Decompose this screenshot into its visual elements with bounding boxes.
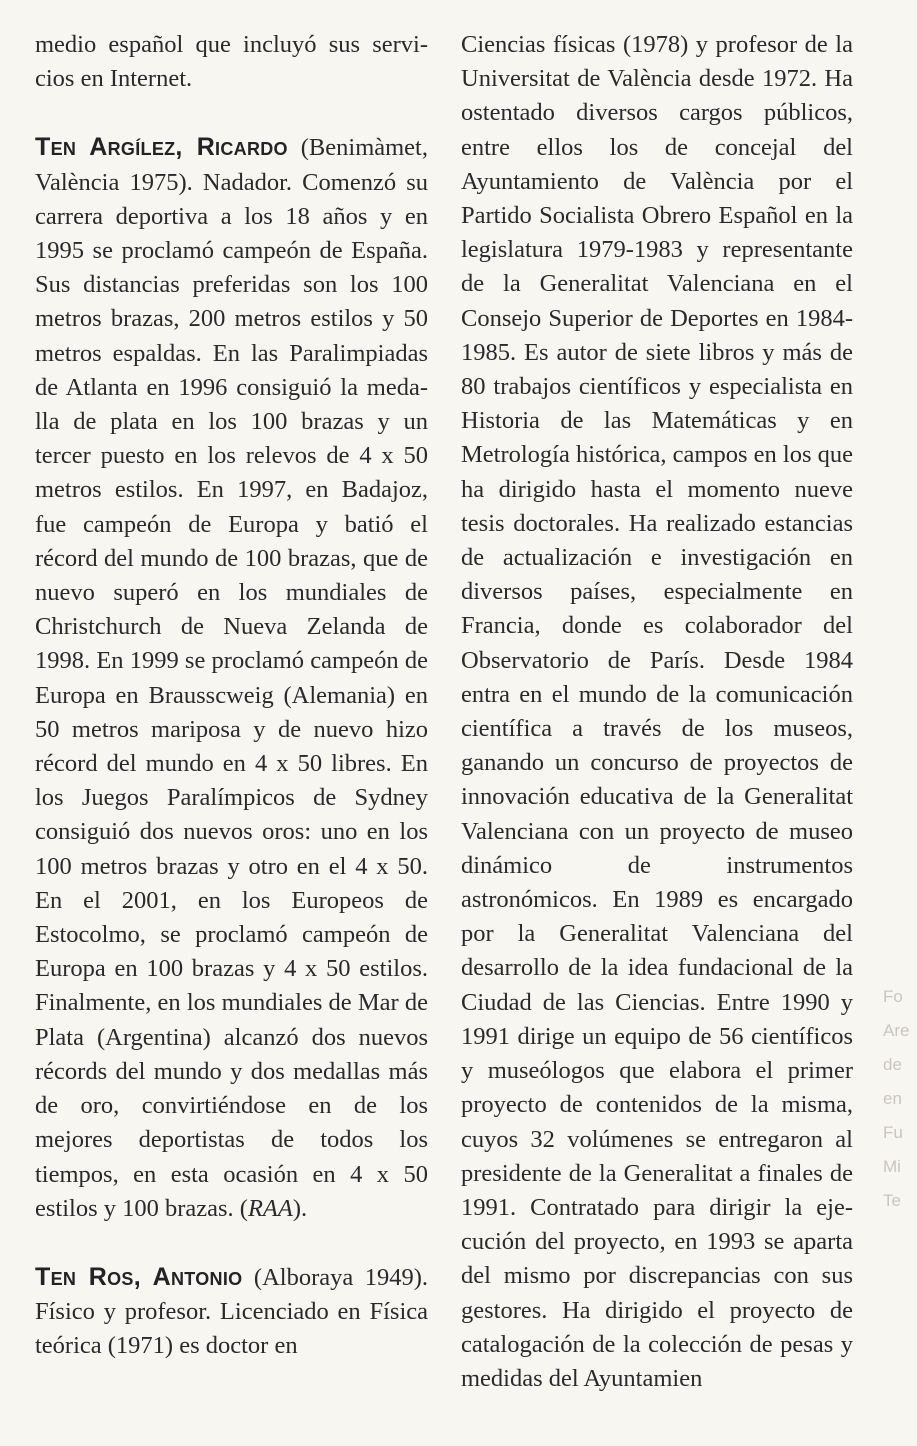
bleed-line: Mi bbox=[883, 1157, 901, 1176]
entry-body: (Benimàmet, València 1975). Nadador. Comenzó su carrera deportiva a los 18 años y en 1995 se proclamó campeón de España. Sus distancias preferidas son los 100 metros brazas, 200 metros estilos y 50 metros espaldas. En las Paralimpiadas de Atlanta en 1996 consiguió la medalla de plata en los 100 brazas y un tercer puesto en los relevos de 4 x 50 metros estilos. En 1997, en Badajoz, fue campeón de Europa y batió el récord del mundo de 100 brazas, que de nuevo superó en los mundiales de Christchurch de Nueva Zelanda de 1998. En 1999 se proclamó campeón de Europa en Brausscweig (Alemania) en 50 metros mariposa y de nuevo hizo récord del mundo en 4 x 50 libres. En los Juegos Paralímpicos de Sydney consiguió dos nuevos oros: uno en los 100 metros brazas y otro en el 4 x 50. En el 2001, en los Europeos de Estocolmo, se proclamó campeón de Europa en 100 brazas y 4 x 50 estilos. Finalmente, en los mundiales de Mar de Plata (Argentina) alcanzó dos nuevos récords del mundo y dos medallas más de oro, convirtiéndose en de los mejores deportistas de todos los tiempos, en esta ocasión en 4 x 50 estilos y 100 brazas. ( bbox=[35, 134, 428, 1222]
continued-paragraph: medio español que incluyó sus servicios en Internet. bbox=[35, 31, 428, 93]
entry-heading: Ten Ros, Antonio bbox=[35, 1262, 243, 1291]
bleed-line: Fu bbox=[883, 1123, 903, 1142]
entry-close: ). bbox=[292, 1194, 308, 1222]
bleed-line: de bbox=[883, 1055, 902, 1074]
bleed-line: Fo bbox=[883, 987, 903, 1006]
bleed-through-text bbox=[883, 980, 917, 1218]
left-column bbox=[35, 28, 428, 1364]
bleed-line: Te bbox=[883, 1191, 901, 1210]
author-initials: RAA bbox=[247, 1194, 293, 1222]
entry-ten-ros bbox=[35, 1260, 428, 1364]
bleed-line: en bbox=[883, 1089, 902, 1108]
entry-ten-argilez bbox=[35, 130, 428, 1226]
entry-body: (Alboraya 1949). Físico y profesor. Licenciado en Física teórica (1971) es doctor en bbox=[35, 1263, 428, 1360]
right-column bbox=[461, 28, 853, 1396]
bleed-line: Are bbox=[883, 1021, 910, 1040]
entry-continuation: Ciencias físicas (1978) y profesor de la Universitat de València desde 1972. Ha ostentado diversos cargos públicos, entre ellos los de concejal del Ayuntamiento de València por el Partido Socialista Obrero Español en la legislatura 1979-1983 y representante de la Generalitat Valenciana en el Consejo Superior de Deportes en 1984-1985. Es autor de siete libros y más de 80 trabajos científicos y especialista en Historia de las Matemáticas y en Metrología histórica, campos en los que ha dirigido hasta el momento nueve tesis doctorales. Ha realizado estancias de actualización e investigación en diversos países, especialmente en Francia, donde es colaborador del Observatorio de París. Desde 1984 entra en el mundo de la comunicación científica a través de los museos, ganando un concurso de proyectos de innovación educativa de la Generalitat Valenciana con un proyecto de museo dinámico de instrumentos astronómicos. En 1989 es encargado por la Generalitat Valenciana del desarrollo de la idea fundacional de la Ciudad de las Ciencias. Entre 1990 y 1991 dirige un equipo de 56 científicos y museólogos que elabora el primer proyecto de contenidos de la misma, cuyos 32 volúmenes se entregaron al presidente de la Generalitat a finales de 1991. Contratado para dirigir la ejecución del proyecto, en 1993 se aparta del mismo por discrepancias con sus gestores. Ha dirigido el proyecto de catalogación de la colección de pesas y medidas del Ayuntamien bbox=[461, 31, 853, 1392]
entry-heading: Ten Argílez, Ricardo bbox=[35, 133, 288, 162]
